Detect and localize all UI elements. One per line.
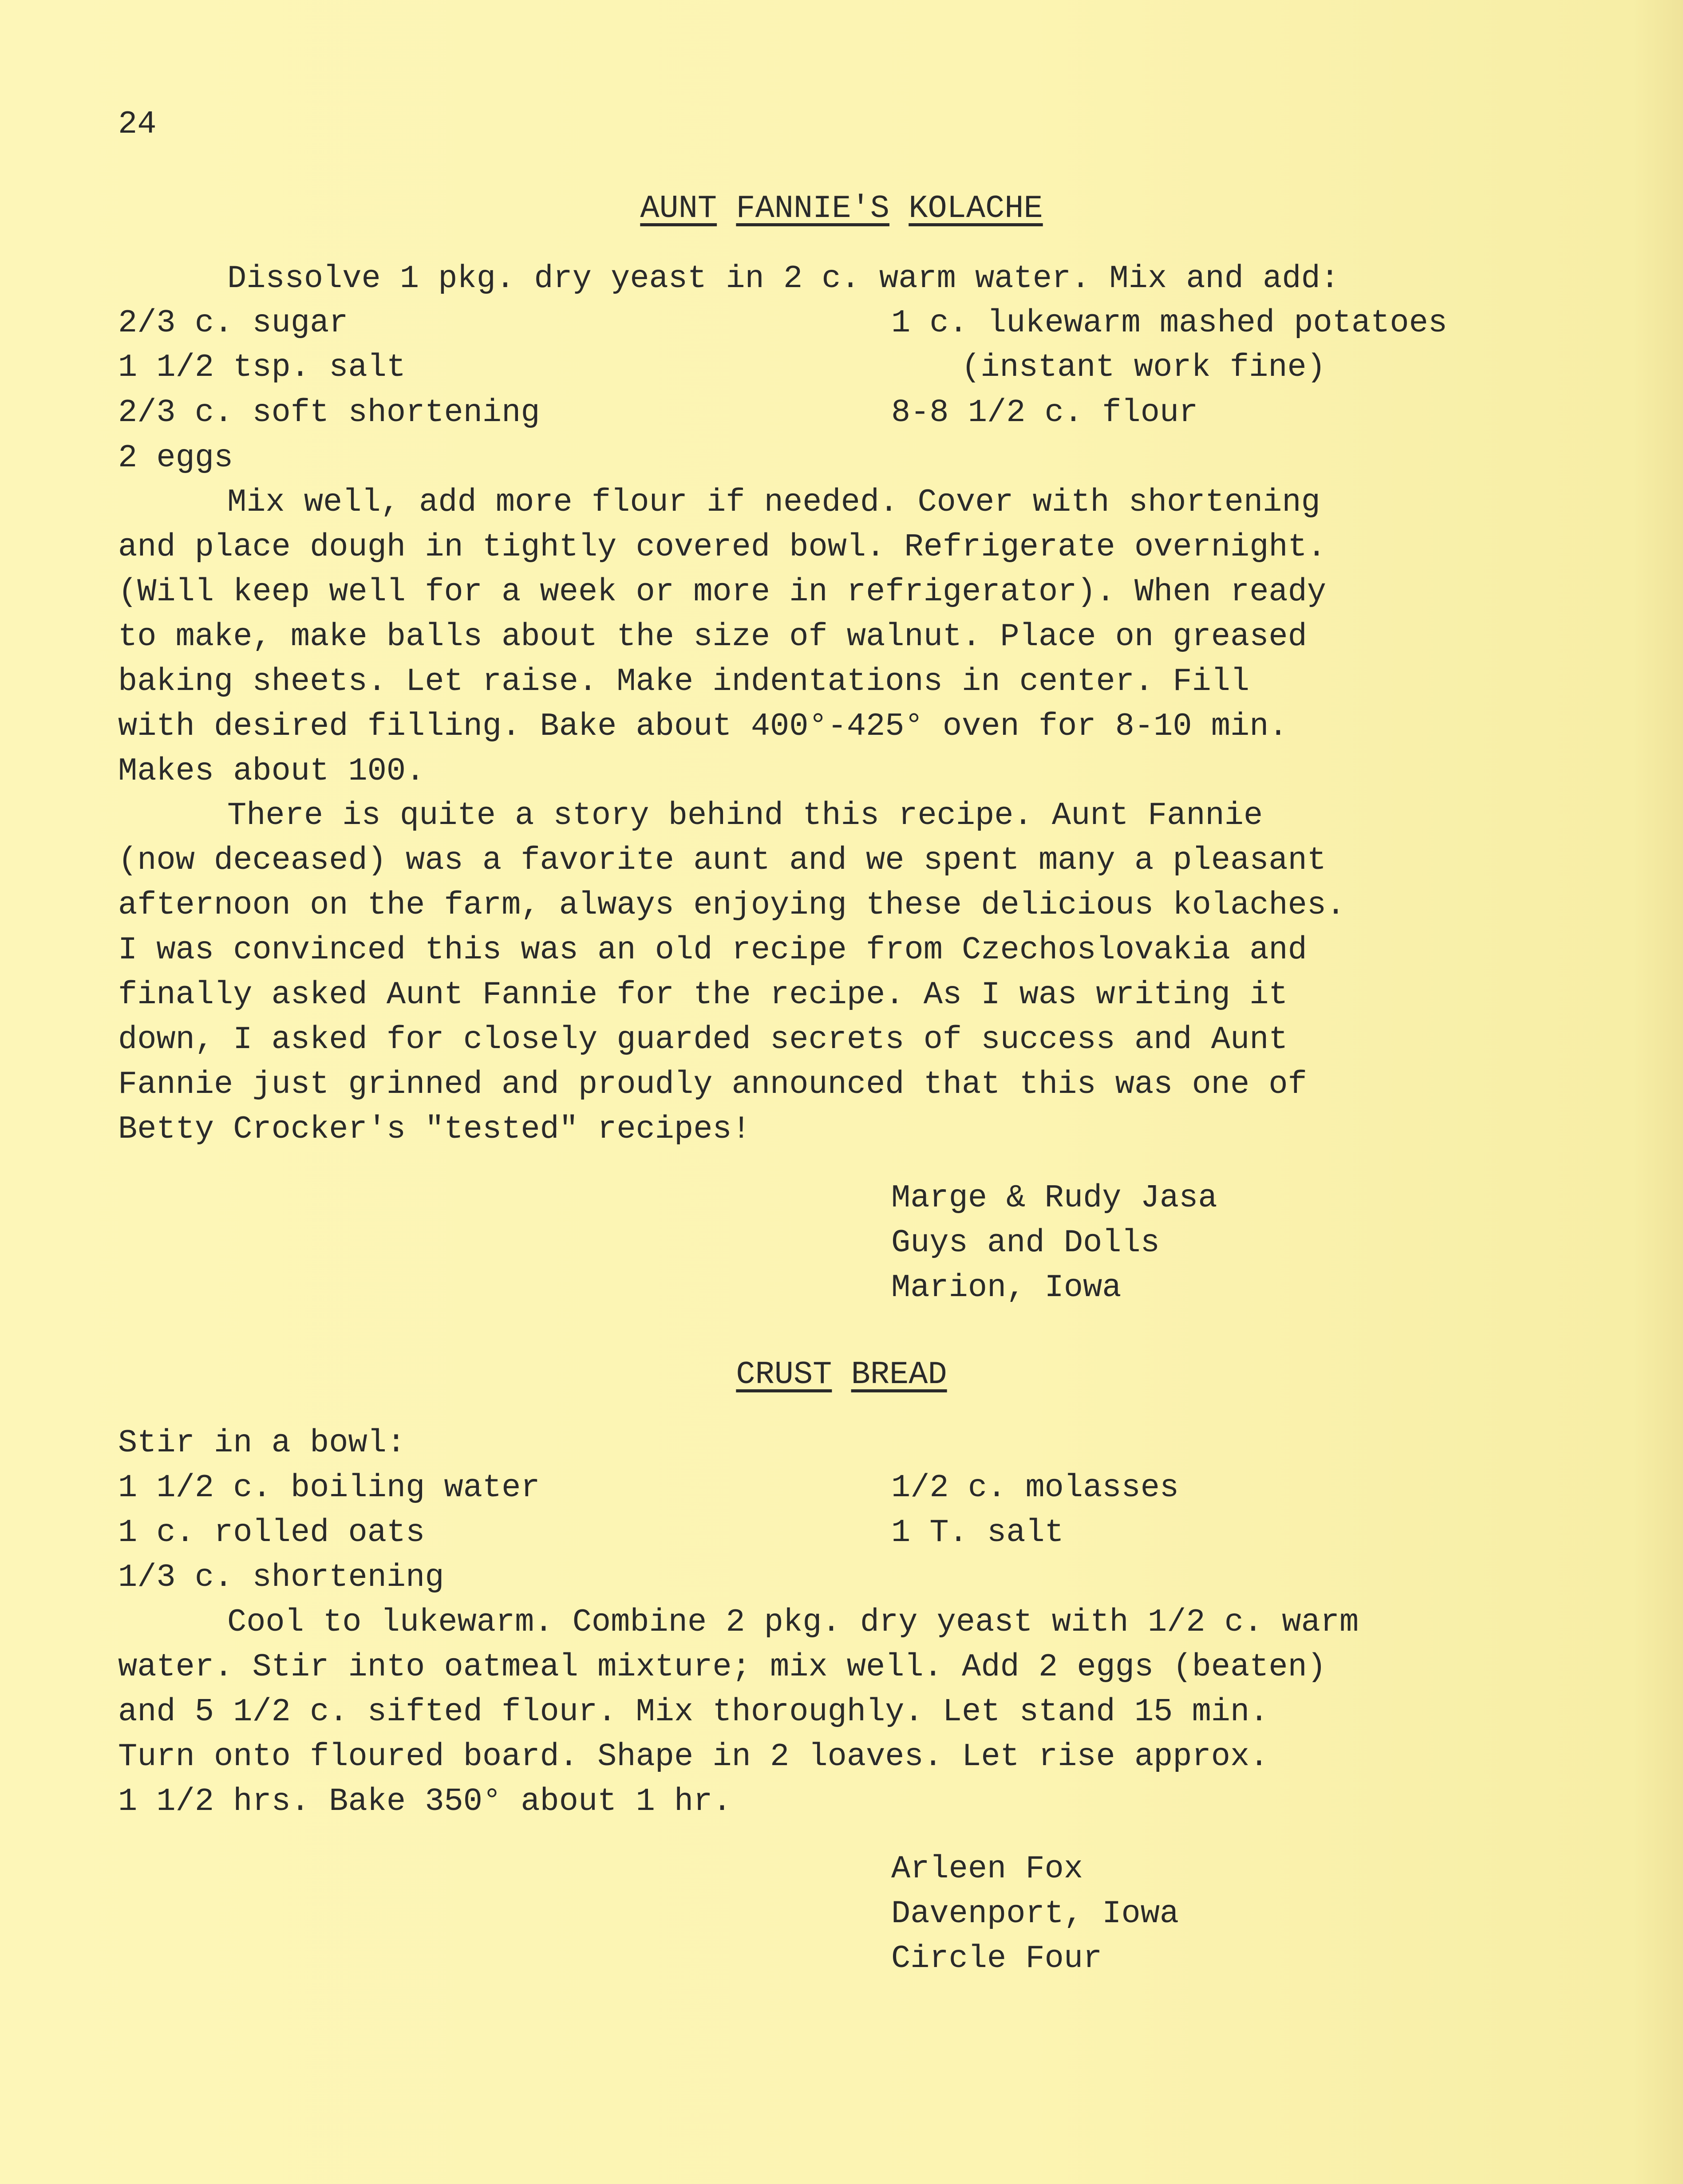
bread-intro: Stir in a bowl:	[118, 1425, 406, 1461]
kolache-direction-line: to make, make balls about the size of walnut. Place on greased	[118, 619, 1307, 655]
kolache-story-line: There is quite a story behind this recipe. Aunt Fannie	[227, 797, 1263, 834]
bread-ingredient: 1/3 c. shortening	[118, 1559, 444, 1596]
kolache-contributor-location: Marion, Iowa	[891, 1269, 1122, 1306]
kolache-contributor-group: Guys and Dolls	[891, 1225, 1160, 1261]
recipe-title-crust-bread	[0, 1352, 1683, 1397]
kolache-story-line: Betty Crocker's "tested" recipes!	[118, 1111, 751, 1147]
kolache-story-line: finally asked Aunt Fannie for the recipe. As I was writing it	[118, 977, 1288, 1013]
kolache-story-line: afternoon on the farm, always enjoying these delicious kolaches.	[118, 887, 1346, 923]
kolache-ingredient: 8-8 1/2 c. flour	[891, 394, 1198, 431]
title-word: KOLACHE	[909, 190, 1043, 227]
title-word: BREAD	[851, 1356, 947, 1393]
kolache-story-line: down, I asked for closely guarded secrets of success and Aunt	[118, 1021, 1288, 1058]
recipe-title-kolache	[0, 186, 1683, 231]
bread-ingredient: 1/2 c. molasses	[891, 1470, 1179, 1506]
title-word: CRUST	[736, 1356, 832, 1393]
kolache-direction-line: Mix well, add more flour if needed. Cover with shortening	[227, 484, 1320, 520]
kolache-story-line: I was convinced this was an old recipe from Czechoslovakia and	[118, 932, 1307, 968]
kolache-direction-line: (Will keep well for a week or more in refrigerator). When ready	[118, 574, 1327, 610]
bread-ingredient: 1 1/2 c. boiling water	[118, 1470, 540, 1506]
bread-direction-line: water. Stir into oatmeal mixture; mix well. Add 2 eggs (beaten)	[118, 1649, 1327, 1685]
bread-direction-line: Turn onto floured board. Shape in 2 loaves. Let rise approx.	[118, 1739, 1269, 1775]
title-word: AUNT	[640, 190, 717, 227]
bread-direction-line: and 5 1/2 c. sifted flour. Mix thoroughly. Let stand 15 min.	[118, 1694, 1269, 1730]
bread-direction-line: 1 1/2 hrs. Bake 350° about 1 hr.	[118, 1783, 732, 1820]
kolache-direction-line: and place dough in tightly covered bowl. Refrigerate overnight.	[118, 529, 1327, 565]
kolache-ingredient: 1 c. lukewarm mashed potatoes	[891, 305, 1448, 341]
bread-ingredient: 1 T. salt	[891, 1514, 1064, 1551]
kolache-intro: Dissolve 1 pkg. dry yeast in 2 c. warm water. Mix and add:	[227, 260, 1340, 297]
bread-ingredient: 1 c. rolled oats	[118, 1514, 425, 1551]
kolache-ingredient: 1 1/2 tsp. salt	[118, 349, 406, 386]
kolache-direction-line: with desired filling. Bake about 400°-425° oven for 8-10 min.	[118, 708, 1288, 745]
bread-direction-line: Cool to lukewarm. Combine 2 pkg. dry yeast with 1/2 c. warm	[227, 1604, 1359, 1640]
kolache-ingredient-note: (instant work fine)	[961, 349, 1326, 386]
bread-contributor-name: Arleen Fox	[891, 1851, 1083, 1887]
kolache-story-line: Fannie just grinned and proudly announced that this was one of	[118, 1066, 1307, 1103]
title-word: FANNIE'S	[736, 190, 890, 227]
kolache-contributor-name: Marge & Rudy Jasa	[891, 1180, 1217, 1216]
kolache-story-line: (now deceased) was a favorite aunt and we spent many a pleasant	[118, 842, 1327, 879]
bread-contributor-location: Davenport, Iowa	[891, 1896, 1179, 1932]
kolache-direction-line: Makes about 100.	[118, 753, 425, 789]
bread-contributor-group: Circle Four	[891, 1940, 1102, 1977]
kolache-ingredient: 2/3 c. soft shortening	[118, 394, 540, 431]
kolache-ingredient: 2 eggs	[118, 440, 233, 476]
page-number: 24	[118, 106, 157, 142]
kolache-direction-line: baking sheets. Let raise. Make indentations in center. Fill	[118, 663, 1250, 700]
kolache-ingredient: 2/3 c. sugar	[118, 305, 348, 341]
